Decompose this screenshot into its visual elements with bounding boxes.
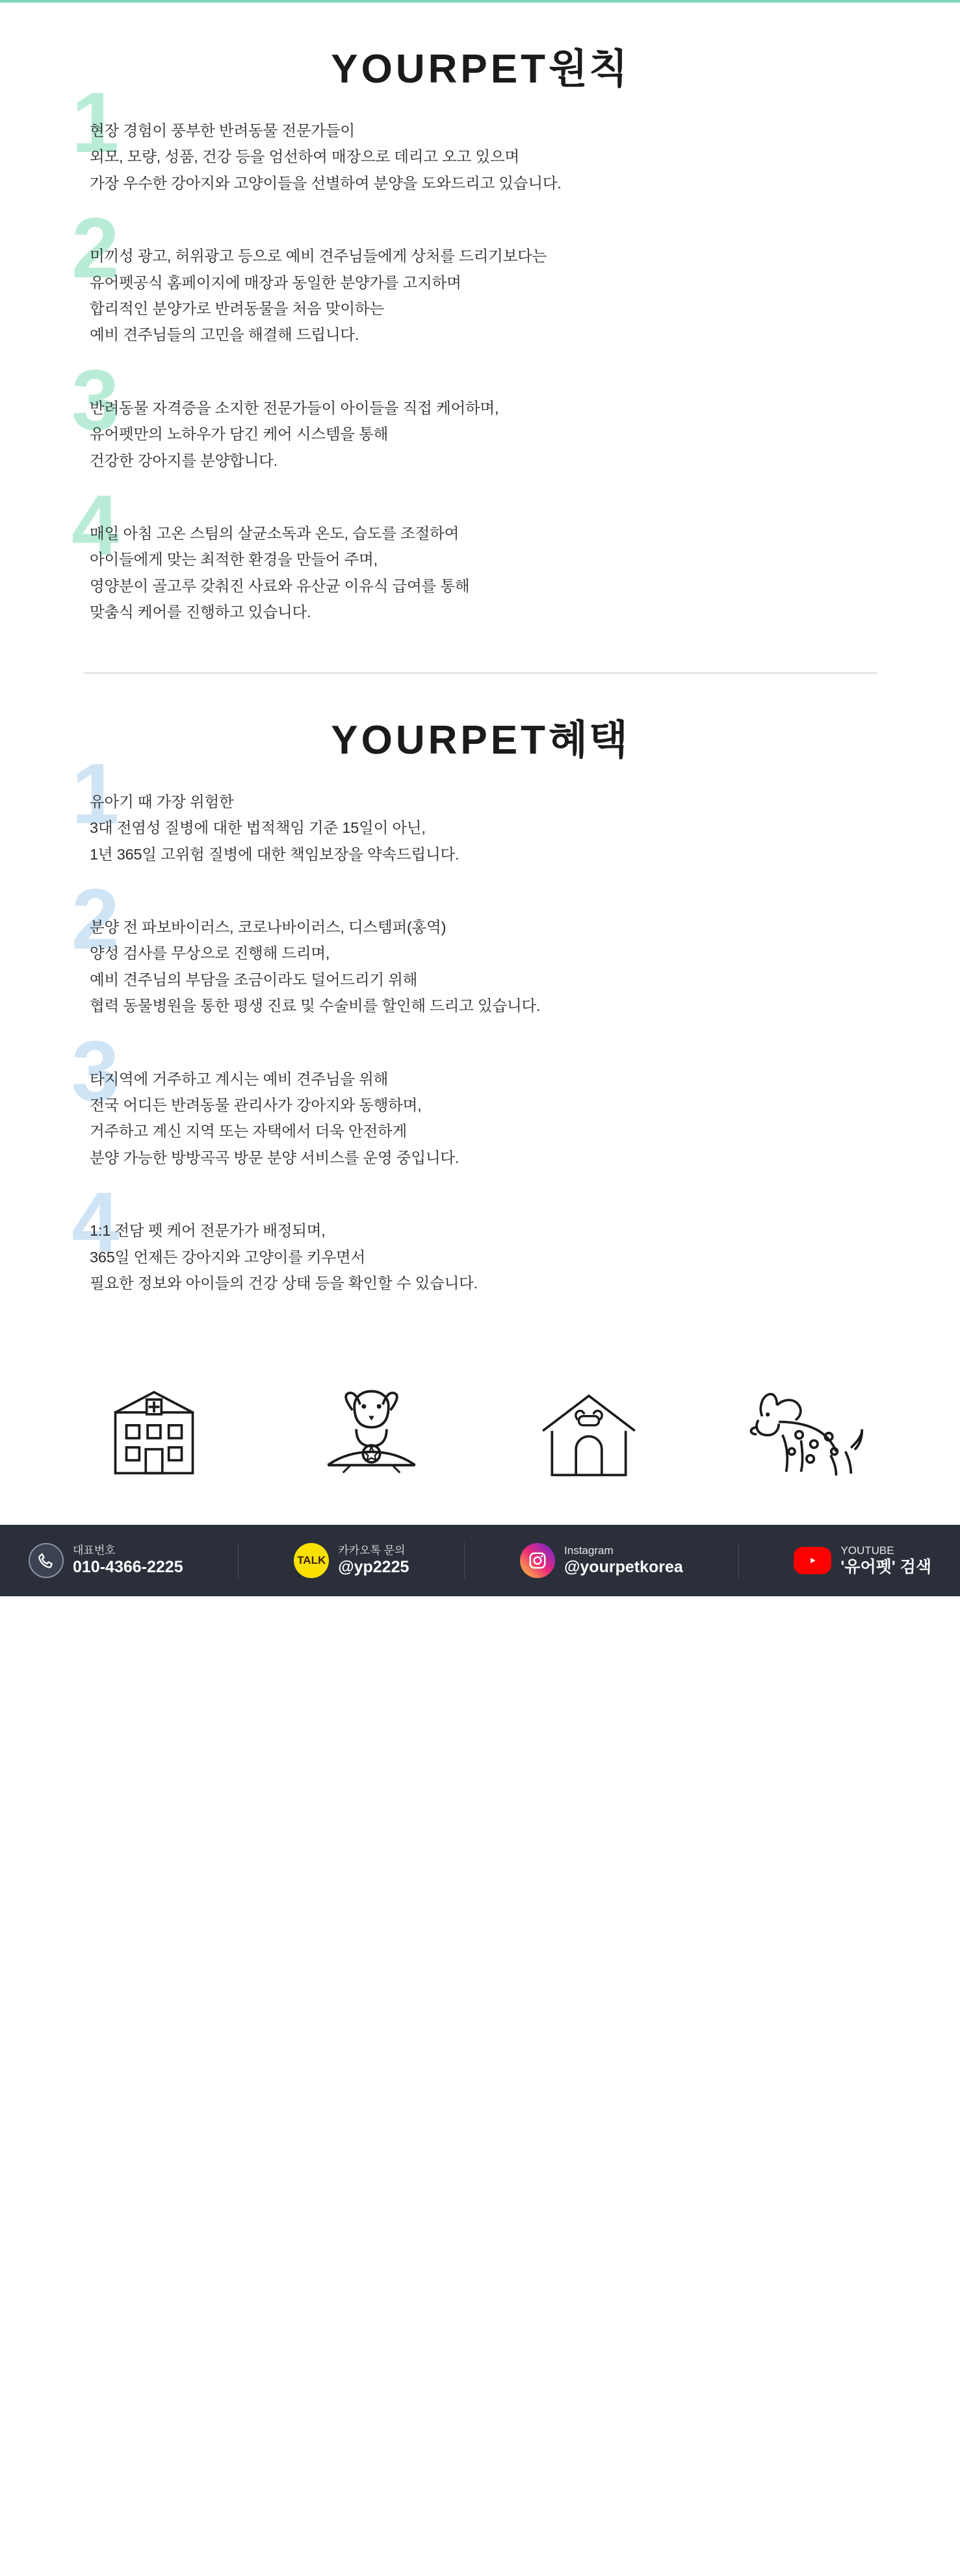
block-text xyxy=(90,789,960,867)
footer-youtube-text xyxy=(840,1544,931,1578)
block-text xyxy=(90,1218,960,1296)
block-number: 1 xyxy=(71,75,120,170)
block-text xyxy=(90,520,960,626)
footer-phone-text xyxy=(73,1544,183,1578)
footer-phone-label: 대표번호 xyxy=(73,1544,116,1557)
text-line: 건강한 강아지를 분양합니다. xyxy=(90,452,278,469)
text-line: 미끼성 광고, 허위광고 등으로 예비 견주님들에게 상처를 드리기보다는 xyxy=(90,248,547,265)
principle-block xyxy=(71,351,960,474)
icon-row xyxy=(0,1343,960,1525)
block-number: 2 xyxy=(71,200,120,296)
footer-separator xyxy=(238,1542,239,1579)
principles-blocks xyxy=(0,75,960,626)
text-line: 합리적인 분양가로 반려동물을 처음 맞이하는 xyxy=(90,300,384,318)
section-benefits xyxy=(0,674,960,1297)
animal-hospital-icon xyxy=(73,1373,235,1496)
section-title-en: YOURPET xyxy=(331,47,549,92)
footer-instagram-value: @yourpetkorea xyxy=(564,1558,683,1577)
footer-kakao-label: 카카오톡 문의 xyxy=(338,1544,406,1557)
text-line: 유어펫공식 홈페이지에 매장과 동일한 분양가를 고지하며 xyxy=(90,274,461,291)
block-text xyxy=(90,243,960,348)
text-line: 양성 검사를 무상으로 진행해 드리며, xyxy=(90,945,330,962)
text-line: 3대 전염성 질병에 대한 법적책임 기준 15일이 아닌, xyxy=(90,819,426,837)
text-line: 1:1 전담 펫 케어 전문가가 배정되며, xyxy=(90,1222,326,1240)
text-line: 맞춤식 케어를 진행하고 있습니다. xyxy=(90,604,311,621)
text-line: 가장 우수한 강아지와 고양이들을 선별하여 분양을 도와드리고 있습니다. xyxy=(90,174,562,192)
footer-kakao[interactable] xyxy=(294,1543,409,1578)
principle-block xyxy=(71,478,960,626)
block-number: 1 xyxy=(71,745,120,841)
kakaotalk-icon xyxy=(294,1543,329,1578)
text-line: 타지역에 거주하고 계시는 예비 견주님을 위해 xyxy=(90,1070,389,1088)
text-line: 유아기 때 가장 위험한 xyxy=(90,793,234,810)
spotted-dog-icon xyxy=(725,1373,887,1496)
section-title-ko: 원칙 xyxy=(548,47,629,92)
kakaotalk-badge-text: TALK xyxy=(297,1554,326,1567)
benefit-block xyxy=(71,871,960,1019)
footer-contact-bar xyxy=(0,1525,960,1596)
block-number: 3 xyxy=(71,1023,120,1119)
principle-block xyxy=(71,75,960,196)
youtube-icon xyxy=(794,1547,831,1574)
text-line: 365일 언제든 강아지와 고양이를 키우면서 xyxy=(90,1248,365,1266)
footer-youtube-label: YOUTUBE xyxy=(840,1544,894,1557)
text-line: 분양 가능한 방방곡곡 방문 분양 서비스를 운영 중입니다. xyxy=(90,1149,460,1166)
text-line: 반려동물 자격증을 소지한 전문가들이 아이들을 직접 케어하며, xyxy=(90,399,499,416)
section-title-ko: 혜택 xyxy=(548,717,629,763)
footer-phone-value: 010-4366-2225 xyxy=(73,1558,183,1577)
section-title-en: YOURPET xyxy=(331,717,549,763)
block-number: 4 xyxy=(71,478,120,574)
text-line: 필요한 정보와 아이들의 건강 상태 등을 확인할 수 있습니다. xyxy=(90,1274,478,1292)
text-line: 분양 전 파보바이러스, 코로나바이러스, 디스템퍼(홍역) xyxy=(90,918,447,936)
dog-house-icon xyxy=(508,1373,670,1496)
footer-kakao-value: @yp2225 xyxy=(338,1558,409,1577)
footer-instagram-label: Instagram xyxy=(564,1544,614,1557)
page-title-principles xyxy=(0,3,960,101)
benefit-block xyxy=(71,1023,960,1171)
principle-block xyxy=(71,200,960,348)
footer-separator xyxy=(464,1542,465,1579)
block-text xyxy=(90,395,960,474)
footer-kakao-text xyxy=(338,1544,409,1578)
text-line: 예비 견주님들의 고민을 해결해 드립니다. xyxy=(90,326,359,344)
text-line: 전국 어디든 반려동물 관리사가 강아지와 동행하며, xyxy=(90,1096,422,1114)
footer-youtube-value: '유어펫' 검색 xyxy=(840,1558,931,1577)
text-line: 외모, 모량, 성품, 건강 등을 엄선하여 매장으로 데리고 오고 있으며 xyxy=(90,148,519,166)
block-number: 4 xyxy=(71,1175,120,1271)
footer-phone[interactable] xyxy=(29,1543,183,1578)
text-line: 현장 경험이 풍부한 반려동물 전문가들이 xyxy=(90,122,355,139)
page-title-benefits xyxy=(0,674,960,772)
text-line: 거주하고 계신 지역 또는 자택에서 더욱 안전하게 xyxy=(90,1123,407,1140)
text-line: 아이들에게 맞는 최적한 환경을 만들어 주며, xyxy=(90,551,378,568)
block-number: 3 xyxy=(71,351,120,448)
block-text xyxy=(90,1066,960,1171)
footer-separator xyxy=(738,1542,739,1579)
block-number: 2 xyxy=(71,871,120,967)
text-line: 영양분이 골고루 갖춰진 사료와 유산균 이유식 급여를 통해 xyxy=(90,577,470,594)
text-line: 매일 아침 고온 스팀의 살균소독과 온도, 습도를 조절하여 xyxy=(90,525,460,542)
footer-instagram[interactable] xyxy=(520,1543,683,1578)
dog-with-medal-icon xyxy=(290,1373,452,1496)
text-line: 유어펫만의 노하우가 담긴 케어 시스템을 통해 xyxy=(90,426,389,443)
benefit-block xyxy=(71,745,960,867)
footer-youtube[interactable] xyxy=(794,1544,931,1578)
section-principles xyxy=(0,3,960,626)
text-line: 협력 동물병원을 통한 평생 진료 및 수술비를 할인해 드리고 있습니다. xyxy=(90,997,541,1015)
footer-instagram-text xyxy=(564,1544,683,1578)
phone-icon xyxy=(29,1543,64,1578)
instagram-icon xyxy=(520,1543,555,1578)
benefits-blocks xyxy=(0,745,960,1297)
text-line: 1년 365일 고위험 질병에 대한 책임보장을 약속드립니다. xyxy=(90,845,460,863)
block-text xyxy=(90,914,960,1019)
benefit-block xyxy=(71,1175,960,1296)
block-text xyxy=(90,118,960,196)
text-line: 예비 견주님의 부담을 조금이라도 덜어드리기 위해 xyxy=(90,971,418,988)
